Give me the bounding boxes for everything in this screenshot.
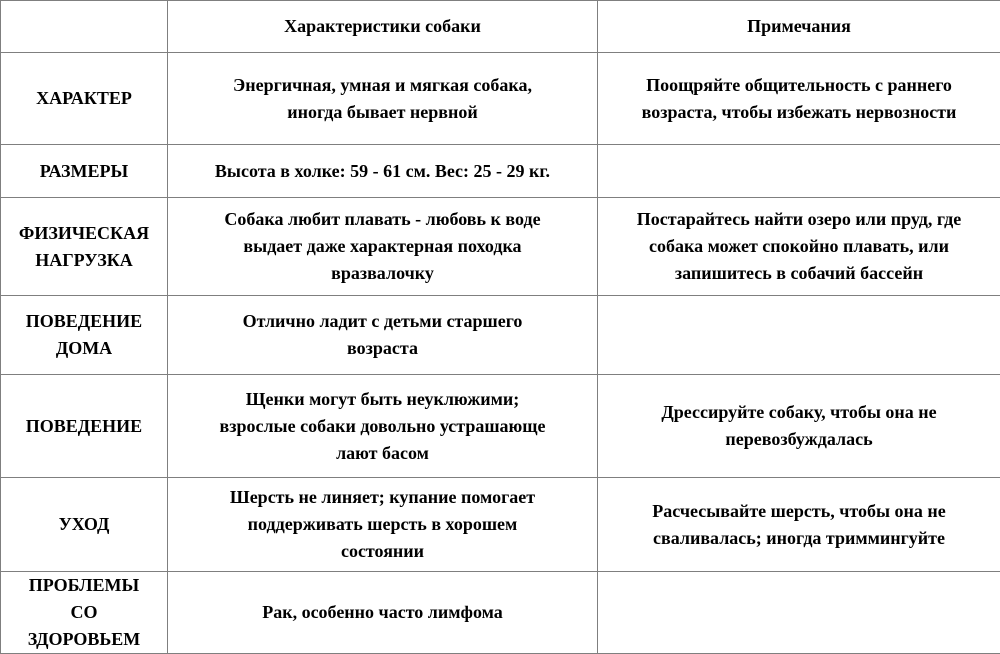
cell-text-line: УХОД (5, 511, 163, 538)
cell-text-line: Расчесывайте шерсть, чтобы она не (602, 498, 996, 525)
cell-text-line: вразвалочку (172, 260, 593, 287)
cell-text-line: Высота в холке: 59 - 61 см. Вес: 25 - 29 кг. (172, 158, 593, 185)
cell-text-line: Шерсть не линяет; купание помогает (172, 484, 593, 511)
notes-cell (598, 572, 1000, 654)
notes-cell (598, 198, 1000, 296)
table-row (1, 145, 1000, 198)
row-label (1, 145, 168, 198)
table-body (1, 53, 1000, 654)
cell-text-line: иногда бывает нервной (172, 99, 593, 126)
header-corner-cell (1, 1, 168, 53)
cell-text-line: возраста, чтобы избежать нервозности (602, 99, 996, 126)
characteristics-cell (168, 198, 598, 296)
cell-text-line: поддерживать шерсть в хорошем (172, 511, 593, 538)
row-label (1, 53, 168, 145)
cell-text-line: возраста (172, 335, 593, 362)
cell-text-line: ЗДОРОВЬЕМ (5, 626, 163, 653)
cell-text-line: Щенки могут быть неуклюжими; (172, 386, 593, 413)
cell-text-line: ХАРАКТЕР (5, 85, 163, 112)
cell-text-line: ДОМА (5, 335, 163, 362)
cell-text-line: Дрессируйте собаку, чтобы она не (602, 399, 996, 426)
cell-text-line: Собака любит плавать - любовь к воде (172, 206, 593, 233)
table-row (1, 375, 1000, 478)
notes-cell (598, 53, 1000, 145)
cell-text-line: Отлично ладит с детьми старшего (172, 308, 593, 335)
characteristics-cell (168, 145, 598, 198)
characteristics-cell (168, 572, 598, 654)
notes-cell (598, 375, 1000, 478)
cell-text-line: Энергичная, умная и мягкая собака, (172, 72, 593, 99)
cell-text-line: СО (5, 599, 163, 626)
table-row (1, 572, 1000, 654)
table-row (1, 198, 1000, 296)
row-label (1, 296, 168, 375)
cell-text-line: РАЗМЕРЫ (5, 158, 163, 185)
row-label (1, 572, 168, 654)
cell-text-line: ФИЗИЧЕСКАЯ (5, 220, 163, 247)
cell-text-line: сваливалась; иногда триммингуйте (602, 525, 996, 552)
header-characteristics: Характеристики собаки (168, 1, 598, 53)
notes-cell (598, 145, 1000, 198)
cell-text-line: запишитесь в собачий бассейн (602, 260, 996, 287)
cell-text-line: лают басом (172, 440, 593, 467)
cell-text-line: выдает даже характерная походка (172, 233, 593, 260)
cell-text-line: перевозбуждалась (602, 426, 996, 453)
table-row (1, 296, 1000, 375)
cell-text-line: Поощряйте общительность с раннего (602, 72, 996, 99)
cell-text-line: Рак, особенно часто лимфома (172, 599, 593, 626)
cell-text-line: НАГРУЗКА (5, 247, 163, 274)
row-label (1, 375, 168, 478)
cell-text-line: взрослые собаки довольно устрашающе (172, 413, 593, 440)
characteristics-cell (168, 375, 598, 478)
table-row (1, 53, 1000, 145)
cell-text-line: Постарайтесь найти озеро или пруд, где (602, 206, 996, 233)
row-label (1, 198, 168, 296)
notes-cell (598, 296, 1000, 375)
table-header-row (1, 1, 1000, 53)
cell-text-line: ПОВЕДЕНИЕ (5, 413, 163, 440)
row-label (1, 478, 168, 572)
characteristics-cell (168, 53, 598, 145)
cell-text-line: собака может спокойно плавать, или (602, 233, 996, 260)
cell-text-line: состоянии (172, 538, 593, 565)
cell-text-line: ПОВЕДЕНИЕ (5, 308, 163, 335)
characteristics-cell (168, 296, 598, 375)
notes-cell (598, 478, 1000, 572)
table-row (1, 478, 1000, 572)
characteristics-cell (168, 478, 598, 572)
header-notes: Примечания (598, 1, 1000, 53)
cell-text-line: ПРОБЛЕМЫ (5, 572, 163, 599)
